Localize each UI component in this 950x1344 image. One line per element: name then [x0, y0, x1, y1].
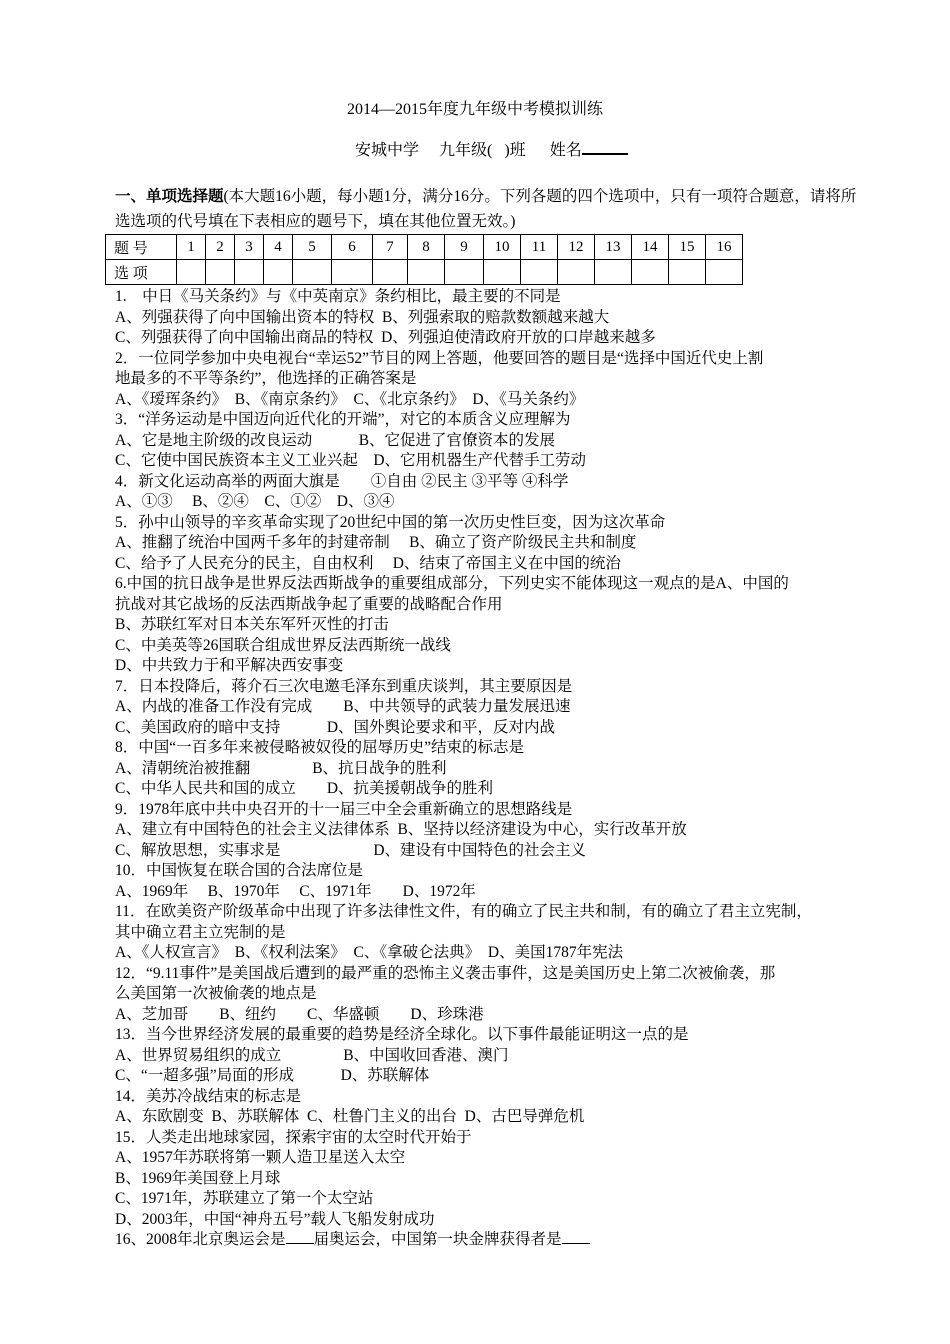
- answer-table-number-row: [106, 235, 743, 260]
- question-number-cell: 15: [669, 235, 706, 260]
- question-number-cell: 10: [484, 235, 521, 260]
- question-line: A、东欧剧变 B、苏联解体 C、杜鲁门主义的出台 D、古巴导弹危机: [115, 1108, 585, 1125]
- question-number-cell: 16: [706, 235, 743, 260]
- answer-cell[interactable]: [293, 260, 332, 285]
- question-line: 13．当今世界经济发展的最重要的趋势是经济全球化。以下事件最能证明这一点的是: [115, 1026, 689, 1043]
- question-number-cell: 13: [595, 235, 632, 260]
- question-line: B、1969年美国登上月球: [115, 1169, 281, 1187]
- question-line: C、中美英等26国联合组成世界反法西斯统一战线: [115, 636, 451, 654]
- question-line: 2．一位同学参加中央电视台“幸运52”节目的网上答题，他要回答的题目是“选择中国近代史上割: [115, 349, 764, 367]
- school-name: 安城中学: [355, 142, 420, 159]
- question-line: A、芝加哥 B、纽约 C、华盛顿 D、珍珠港: [115, 1005, 484, 1023]
- section-heading: 一、单项选择题: [115, 188, 224, 205]
- question-line: A、清朝统治被推翻 B、抗日战争的胜利: [115, 759, 447, 777]
- answer-cell[interactable]: [558, 260, 595, 285]
- q16-part2: 届奥运会，中国第一块金牌获得者是: [313, 1231, 562, 1248]
- question-line: 地最多的不平等条约”，他选择的正确答案是: [115, 370, 417, 387]
- question-line: A、推翻了统治中国两千多年的封建帝制 B、确立了资产阶级民主共和制度: [115, 534, 637, 551]
- answer-cell[interactable]: [669, 260, 706, 285]
- question-line: D、中共致力于和平解决西安事变: [115, 657, 344, 674]
- row-label-choice: 选 项: [106, 260, 177, 285]
- q16-blank-edition[interactable]: [286, 1230, 314, 1244]
- question-line: A、它是地主阶级的改良运动 B、它促进了官僚资本的发展: [115, 431, 556, 449]
- question-line: C、美国政府的暗中支持 D、国外舆论要求和平，反对内战: [115, 718, 556, 736]
- question-number-cell: 12: [558, 235, 595, 260]
- question-line: 6.中国的抗日战争是世界反法西斯战争的重要组成部分，下列史实不能体现这一观点的是A、中国的: [115, 575, 789, 592]
- question-line: C、中华人民共和国的成立 D、抗美援朝战争的胜利: [115, 780, 494, 797]
- question-line: A、世界贸易组织的成立 B、中国收回香港、澳门: [115, 1046, 509, 1064]
- section-intro: [115, 184, 865, 234]
- question-line: A、①③ B、②④ C、①② D、③④: [115, 493, 395, 510]
- question-line: 5．孙中山领导的辛亥革命实现了20世纪中国的第一次历史性巨变，因为这次革命: [115, 513, 666, 531]
- question-line: C、它使中国民族资本主义工业兴起 D、它用机器生产代替手工劳动: [115, 452, 587, 469]
- question-line: 9．1978年底中共中央召开的十一届三中全会重新确立的思想路线是: [115, 800, 573, 818]
- question-line: 12．“9.11事件”是美国战后遭到的最严重的恐怖主义袭击事件，这是美国历史上第二次被偷袭，那: [115, 964, 776, 982]
- question-line: 14．美苏冷战结束的标志是: [115, 1087, 302, 1105]
- question-number-cell: 5: [293, 235, 332, 260]
- question-number-cell: 8: [408, 235, 445, 260]
- question-line: 3．“洋务运动是中国迈向近代化的开端”，对它的本质含义应理解为: [115, 411, 571, 428]
- question-line: A、建立有中国特色的社会主义法律体系 B、坚持以经济建设为中心，实行改革开放: [115, 821, 687, 838]
- question-line: 11．在欧美资产阶级革命中出现了许多法律性文件，有的确立了民主共和制，有的确立了君主立宪制，: [115, 903, 812, 920]
- question-line: 15．人类走出地球家园，探索宇宙的太空时代开始于: [115, 1128, 472, 1146]
- question-list: [115, 287, 855, 1251]
- class-field: 九年级( )班: [439, 142, 526, 159]
- question-line: 1. 中日《马关条约》与《中英南京》条约相比，最主要的不同是: [115, 288, 561, 305]
- question-line: D、2003年，中国“神舟五号”载人飞船发射成功: [115, 1210, 435, 1228]
- answer-cell[interactable]: [264, 260, 293, 285]
- answer-cell[interactable]: [373, 260, 408, 285]
- question-number-cell: 14: [632, 235, 669, 260]
- answer-cell[interactable]: [632, 260, 669, 285]
- question-line: 么美国第一次被偷袭的地点是: [115, 985, 317, 1002]
- answer-cell[interactable]: [235, 260, 264, 285]
- question-number-cell: 2: [206, 235, 235, 260]
- question-number-cell: 3: [235, 235, 264, 260]
- question-line: 抗战对其它战场的反法西斯战争起了重要的战略配合作用: [115, 595, 503, 613]
- question-line: 8．中国“一百多年来被侵略被奴役的屈辱历史”结束的标志是: [115, 739, 525, 756]
- answer-cell[interactable]: [595, 260, 632, 285]
- answer-cell[interactable]: [445, 260, 484, 285]
- question-number-cell: 9: [445, 235, 484, 260]
- question-number-cell: 7: [373, 235, 408, 260]
- question-line: A、《瑷珲条约》 B、《南京条约》 C、《北京条约》 D、《马关条约》: [115, 390, 585, 408]
- question-number-cell: 6: [332, 235, 373, 260]
- name-blank[interactable]: [582, 139, 628, 155]
- question-line: C、给予了人民充分的民主，自由权利 D、结束了帝国主义在中国的统治: [115, 554, 621, 572]
- answer-cell[interactable]: [206, 260, 235, 285]
- question-number-cell: 1: [177, 235, 206, 260]
- question-line: C、1971年，苏联建立了第一个太空站: [115, 1190, 374, 1207]
- name-label: 姓名: [549, 142, 582, 159]
- answer-cell[interactable]: [484, 260, 521, 285]
- question-line: A、1957年苏联将第一颗人造卫星送入太空: [115, 1149, 406, 1166]
- question-number-cell: 11: [521, 235, 558, 260]
- q16-part1: 16、2008年北京奥运会是: [115, 1231, 286, 1248]
- answer-cell[interactable]: [521, 260, 558, 285]
- question-line: A、内战的准备工作没有完成 B、中共领导的武装力量发展迅速: [115, 698, 571, 715]
- row-label-number: 题 号: [106, 235, 177, 260]
- answer-cell[interactable]: [177, 260, 206, 285]
- question-line: C、“一超多强”局面的形成 D、苏联解体: [115, 1067, 430, 1084]
- answer-table-choice-row: [106, 260, 743, 285]
- question-line: C、列强获得了向中国输出商品的特权 D、列强迫使清政府开放的口岸越来越多: [115, 329, 656, 346]
- question-16: [115, 1230, 855, 1251]
- answer-cell[interactable]: [332, 260, 373, 285]
- section-instructions: (本大题16小题，每小题1分，满分16分。下列各题的四个选项中，只有一项符合题意，请将所选选项的代号填在下表相应的题号下，填在其他位置无效。): [115, 188, 857, 230]
- question-line: 10．中国恢复在联合国的合法席位是: [115, 862, 364, 879]
- question-number-cell: 4: [264, 235, 293, 260]
- question-line: A、1969年 B、1970年 C、1971年 D、1972年: [115, 882, 476, 900]
- page-title: 2014—2015年度九年级中考模拟训练: [346, 101, 603, 118]
- answer-table: [105, 234, 743, 285]
- question-line: C、解放思想，实事求是 D、建设有中国特色的社会主义: [115, 841, 587, 859]
- q16-blank-winner[interactable]: [562, 1230, 590, 1244]
- answer-cell[interactable]: [706, 260, 743, 285]
- question-line: A、列强获得了向中国输出资本的特权 B、列强索取的赔款数额越来越大: [115, 308, 610, 326]
- question-line: 4．新文化运动高举的两面大旗是 ①自由 ②民主 ③平等 ④科学: [115, 472, 569, 490]
- answer-cell[interactable]: [408, 260, 445, 285]
- question-line: 7．日本投降后，蒋介石三次电邀毛泽东到重庆谈判，其主要原因是: [115, 677, 573, 695]
- question-line: 其中确立君主立宪制的是: [115, 923, 286, 941]
- question-line: B、苏联红军对日本关东军歼灭性的打击: [115, 616, 389, 633]
- question-line: A、《人权宣言》 B、《权利法案》 C、《拿破仑法典》 D、美国1787年宪法: [115, 944, 624, 961]
- student-info: [355, 137, 628, 160]
